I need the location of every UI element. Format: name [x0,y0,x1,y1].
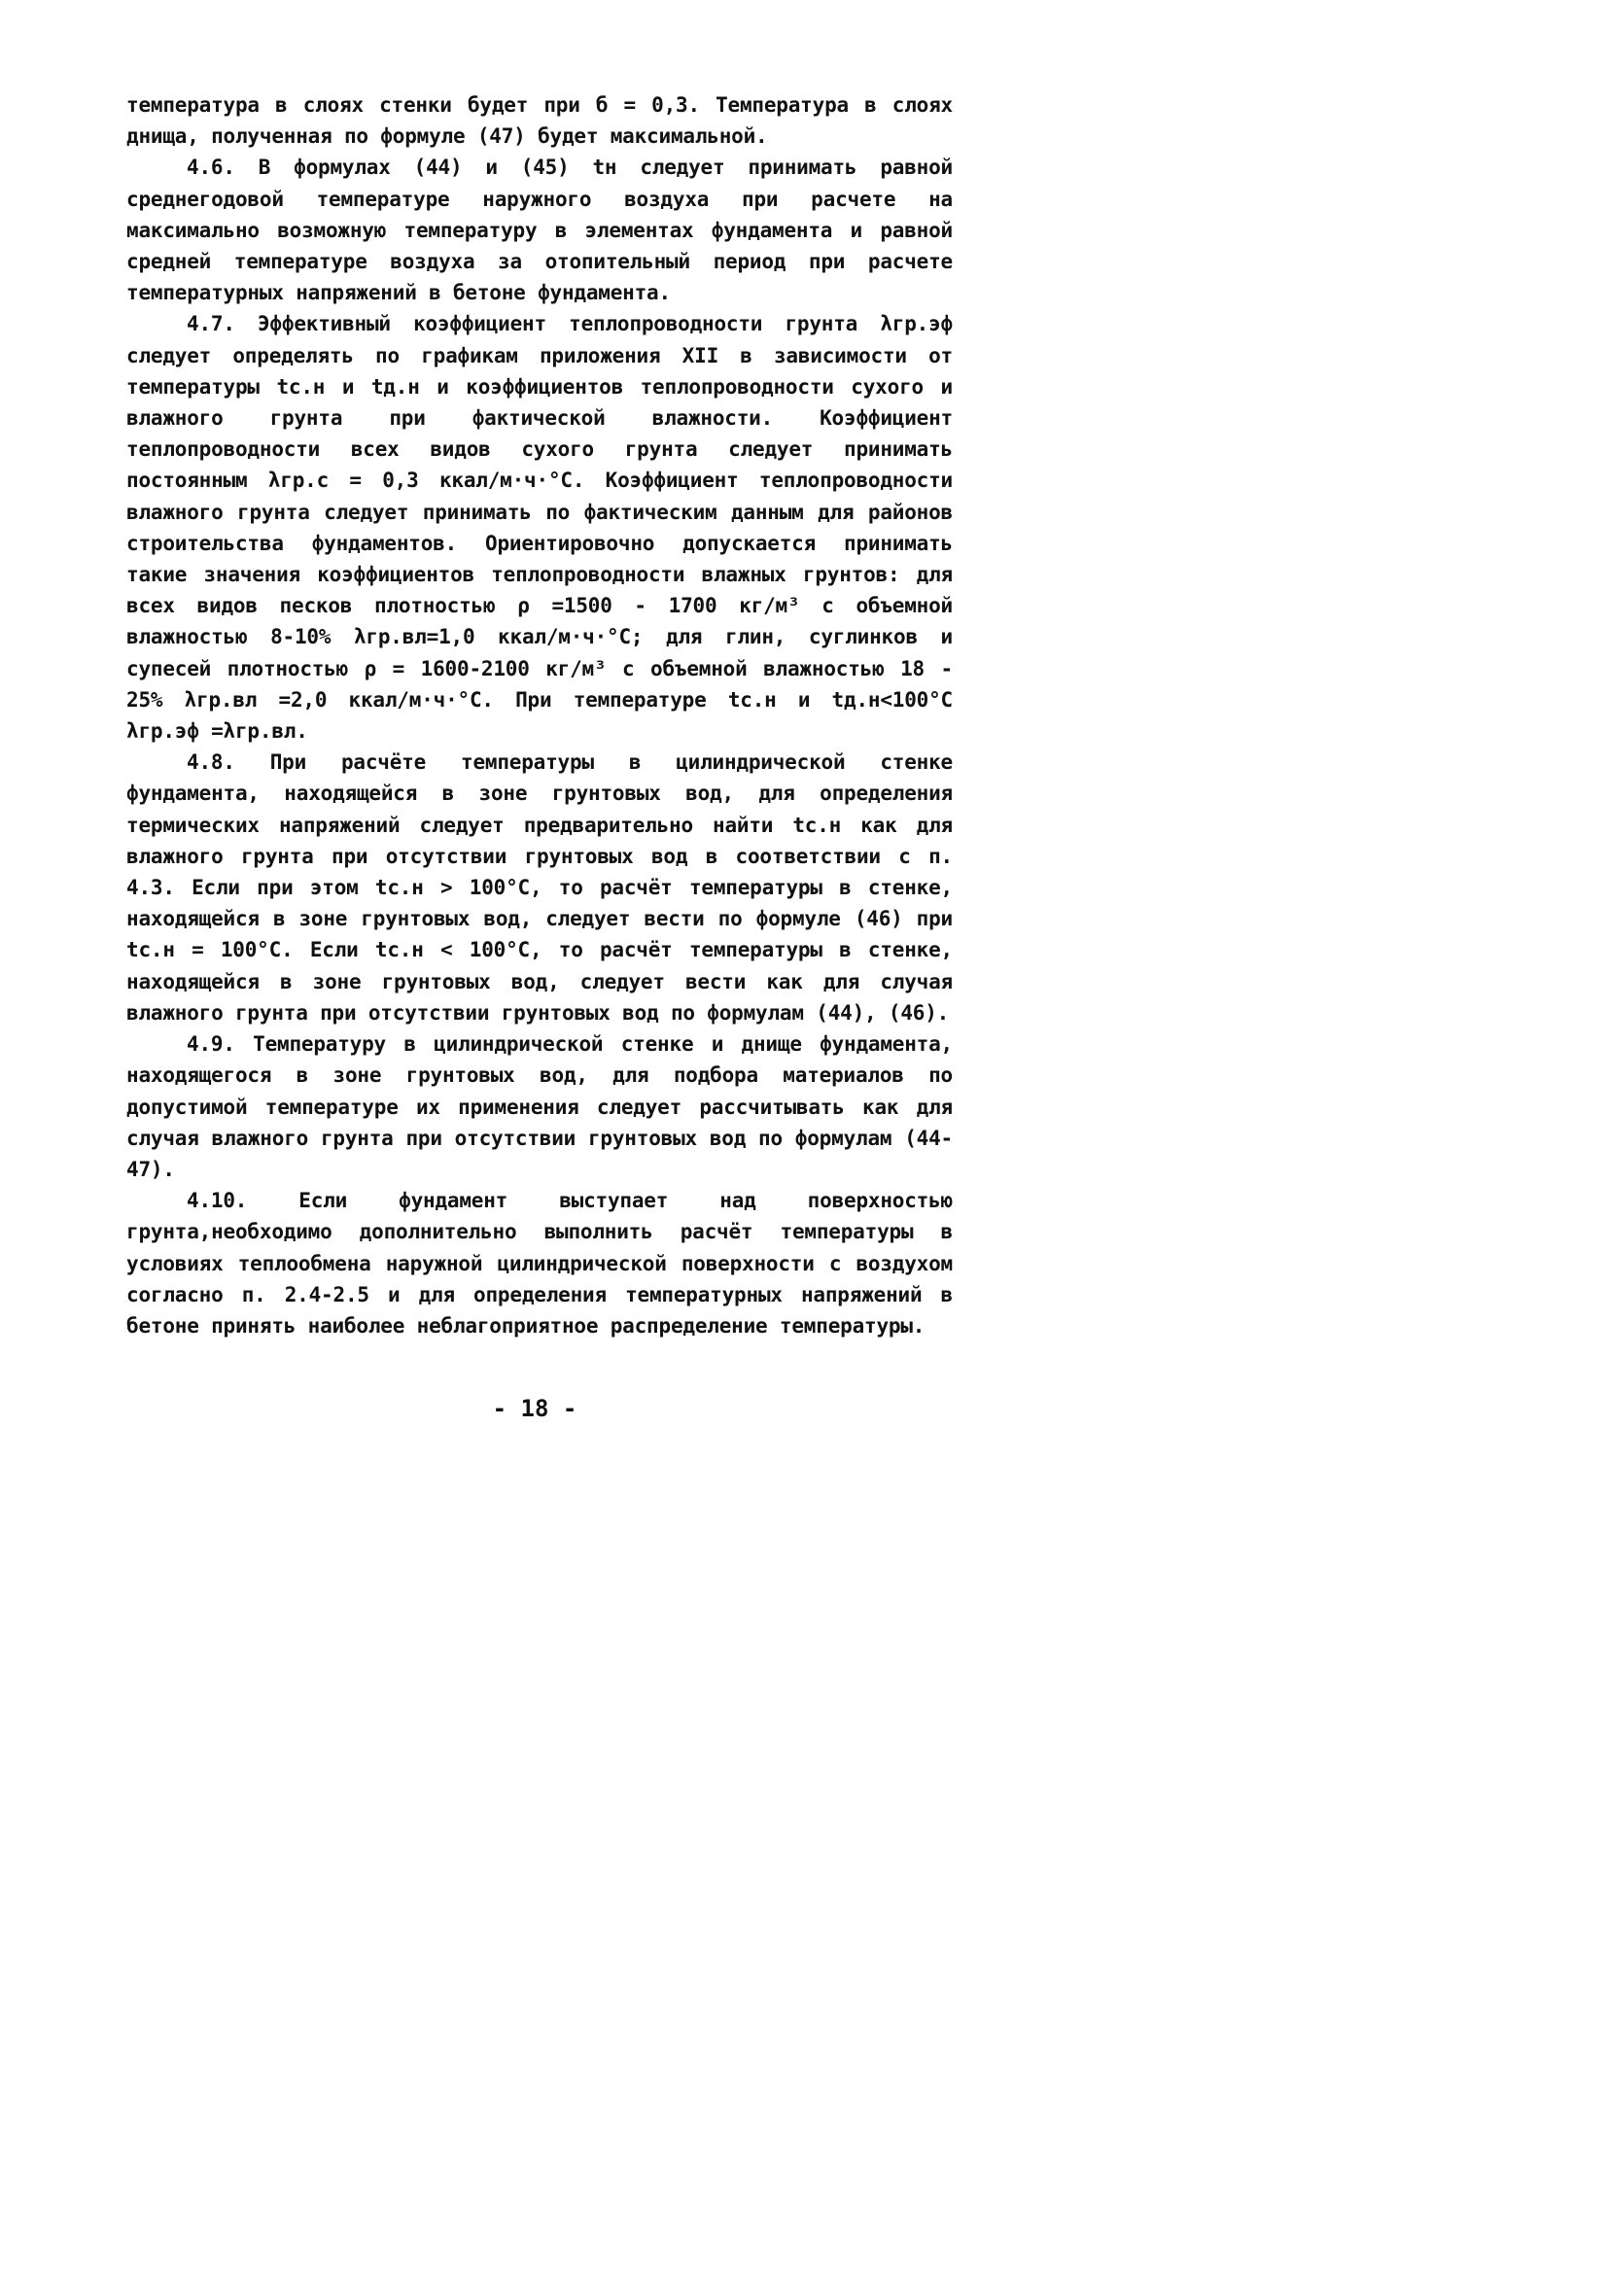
paragraph-4-9: 4.9. Температуру в цилиндрической стенке и днище фундамента, находящегося в зоне грунтовых вод, для подбора материалов по допустимой температуре их применения следует рассчитывать как для случая влажного грунта при отсутствии грунтовых вод по формулам (44-47). [126,1032,953,1181]
paragraph-4-7: 4.7. Эффективный коэффициент теплопроводности грунта λгр.эф следует определять по графикам приложения XII в зависимости от температуры tс.н и tд.н и коэффициентов теплопроводности сухого и влажного грунта при фактической влажности. Коэффициент теплопроводности всех видов сухого грунта следует принимать постоянным λгр.с = 0,3 ккал/м·ч·°С. Коэффициент теплопроводности влажного грунта следует принимать по фактическим данным для районов строительства фундаментов. Ориентировочно допускается принимать такие значения коэффициентов теплопроводности влажных грунтов: для всех видов песков плотностью ρ =1500 - 1700 кг/м³ с объемной влажностью 8-10% λгр.вл=1,0 ккал/м·ч·°С; для глин, суглинков и супесей плотностью ρ = 1600-2100 кг/м³ с объемной влажностью 18 - 25% λгр.вл =2,0 ккал/м·ч·°С. При температуре tс.н и tд.н<100°С λгр.эф =λгр.вл. [126,312,953,744]
paragraph-4-10: 4.10. Если фундамент выступает над поверхностью грунта,необходимо дополнительно выполнить расчёт температуры в условиях теплообмена наружной цилиндрической поверхности с воздухом согласно п. 2.4-2.5 и для определения температурных напряжений в бетоне принять наиболее неблагоприятное распределение температуры. [126,1189,953,1338]
page-number: - 18 - [492,1395,577,1422]
paragraph-intro: температура в слоях стенки будет при б = 0,3. Температура в слоях днища, полученная по формуле (47) будет максимальной. [126,93,953,149]
document-page [126,89,953,1341]
paragraph-4-8: 4.8. При расчёте температуры в цилиндрической стенке фундамента, находящейся в зоне грунтовых вод, для определения термических напряжений следует предварительно найти tс.н как для влажного грунта при отсутствии грунтовых вод в соответствии с п. 4.3. Если при этом tс.н > 100°С, то расчёт температуры в стенке, находящейся в зоне грунтовых вод, следует вести по формуле (46) при tс.н = 100°С. Если tс.н < 100°С, то расчёт температуры в стенке, находящейся в зоне грунтовых вод, следует вести как для случая влажного грунта при отсутствии грунтовых вод по формулам (44), (46). [126,750,953,1025]
paragraph-4-6: 4.6. В формулах (44) и (45) tн следует принимать равной среднегодовой температуре наружного воздуха при расчете на максимально возможную температуру в элементах фундамента и равной средней температуре воздуха за отопительный период при расчете температурных напряжений в бетоне фундамента. [126,156,953,305]
